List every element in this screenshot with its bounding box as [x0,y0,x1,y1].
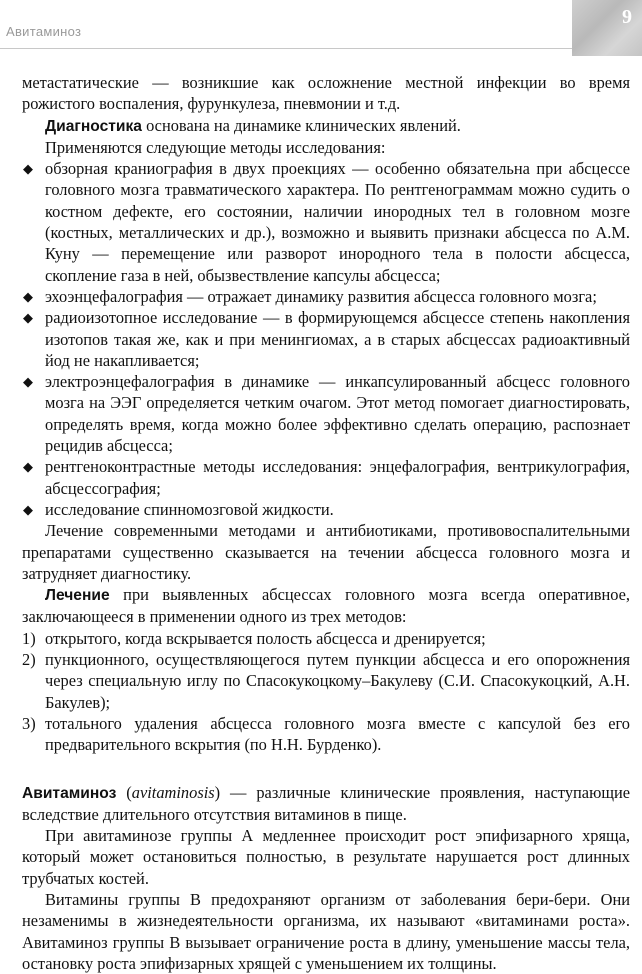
header-rule [0,48,580,49]
bullet-icon: ◆ [23,501,33,517]
list-item [22,286,630,307]
list-item-text: электроэнцефалография в динамике — инкапсулированный абсцесс головного мозга на ЭЭГ определяется четким очагом. Этот метод помогает диагностировать, определять время, когда можно более эффективно сделать операцию, распознает рецидив абсцесса; [45,372,630,456]
bullet-icon: ◆ [23,310,33,326]
paragraph-diagnostics [22,115,630,137]
list-number: 1) [22,628,36,648]
bullet-icon: ◆ [23,161,33,177]
list-item [22,713,630,756]
term-treatment: Лечение [45,587,110,605]
list-item-text: эхоэнцефалография — отражает динамику развития абсцесса головного мозга; [45,286,597,306]
term-avitaminosis: Авитаминоз [22,784,117,802]
running-title: Авитаминоз [6,24,82,39]
paragraph-metastatic: метастатические — возникшие как осложнение местной инфекции во время рожистого воспаления, фурункулеза, пневмонии и т.д. [22,73,630,114]
list-item-text: тотального удаления абсцесса головного мозга вместе с капсулой без его предварительного вскрытия (по Н.Н. Бурденко). [45,713,630,755]
paragraph-avitaminosis [22,782,630,826]
list-item-text: пункционного, осуществляющегося путем пункции абсцесса и его опорожнения через специальную иглу по Спасокукоцкому–Бакулеву (С.И. Спасокукоцкий, А.Н. Бакулев); [45,650,630,712]
bullet-icon: ◆ [23,459,33,475]
list-item [22,499,630,520]
page-number: 9 [622,6,632,28]
page-body [22,72,630,974]
list-item [22,649,630,713]
bullet-icon: ◆ [23,288,33,304]
list-item [22,456,630,499]
list-item [22,628,630,649]
page-number-tab [572,0,642,56]
paragraph-vitamin-b: Витамины группы В предохраняют организм от заболевания бери-бери. Они незаменимы в жизнедеятельности организма, их называют «витаминами роста». Авитаминоз группы В вызывает ограничение роста в длину, уменьшение массы тела, остановку роста эпифизарных хрящей с уменьшением их толщины. [22,889,630,973]
list-item-text: открытого, когда вскрывается полость абсцесса и дренируется; [45,628,486,648]
bullet-icon: ◆ [23,374,33,390]
list-item-text: обзорная краниография в двух проекциях — особенно обязательна при абсцессе головного мозга травматического характера. По рентгенограммам можно судить о костном дефекте, его состоянии, наличии инородных тел в головном мозге (костных, металлических и др.), возможно и выявить признаки абсцесса по А.М. Куну — перемещение или разворот инородного тела в полости абсцесса, скопление газа в ней, обызвествление капсулы абсцесса; [45,159,630,285]
list-item-text: рентгеноконтрастные методы исследования: энцефалография, вентрикулография, абсцессография; [45,457,630,498]
list-number: 3) [22,713,36,733]
list-item-text: радиоизотопное исследование — в формирующемся абсцессе степень накопления изотопов такая же, как и при менингиомах, а в старых абсцессах радиоактивный йод не накапливается; [45,308,630,370]
term-diagnostics: Диагностика [45,117,142,135]
list-item [22,307,630,371]
paragraph-vitamin-a: При авитаминозе группы А медленнее происходит рост эпифизарного хряща, который может остановиться полностью, в результате нарушается рост длинных трубчатых костей. [22,826,630,888]
list-item [22,158,630,286]
diagnostic-methods-list [22,158,630,520]
diagnostics-text: основана на динамике клинических явлений. [141,115,461,135]
avitaminosis-text: ) — различные клинические проявления, наступающие вследствие длительного отсутствия витаминов в пище. [22,782,630,824]
page-header [0,0,642,58]
list-item [22,371,630,456]
latin-term: avitaminosis [131,782,215,802]
treatment-methods-list [22,628,630,756]
paragraph-treatment [22,584,630,628]
avitaminosis-open: ( [116,782,132,802]
treatment-text: при выявленных абсцессах головного мозга всегда оперативное, заключающееся в применении одного из трех методов: [22,585,630,627]
list-number: 2) [22,650,36,670]
paragraph-methods-intro: Применяются следующие методы исследования: [45,137,386,157]
list-item-text: исследование спинномозговой жидкости. [45,499,334,519]
paragraph-treatment-note: Лечение современными методами и антибиотиками, противовоспалительными препаратами существенно сказывается на течении абсцесса головного мозга и затрудняет диагностику. [22,521,630,583]
